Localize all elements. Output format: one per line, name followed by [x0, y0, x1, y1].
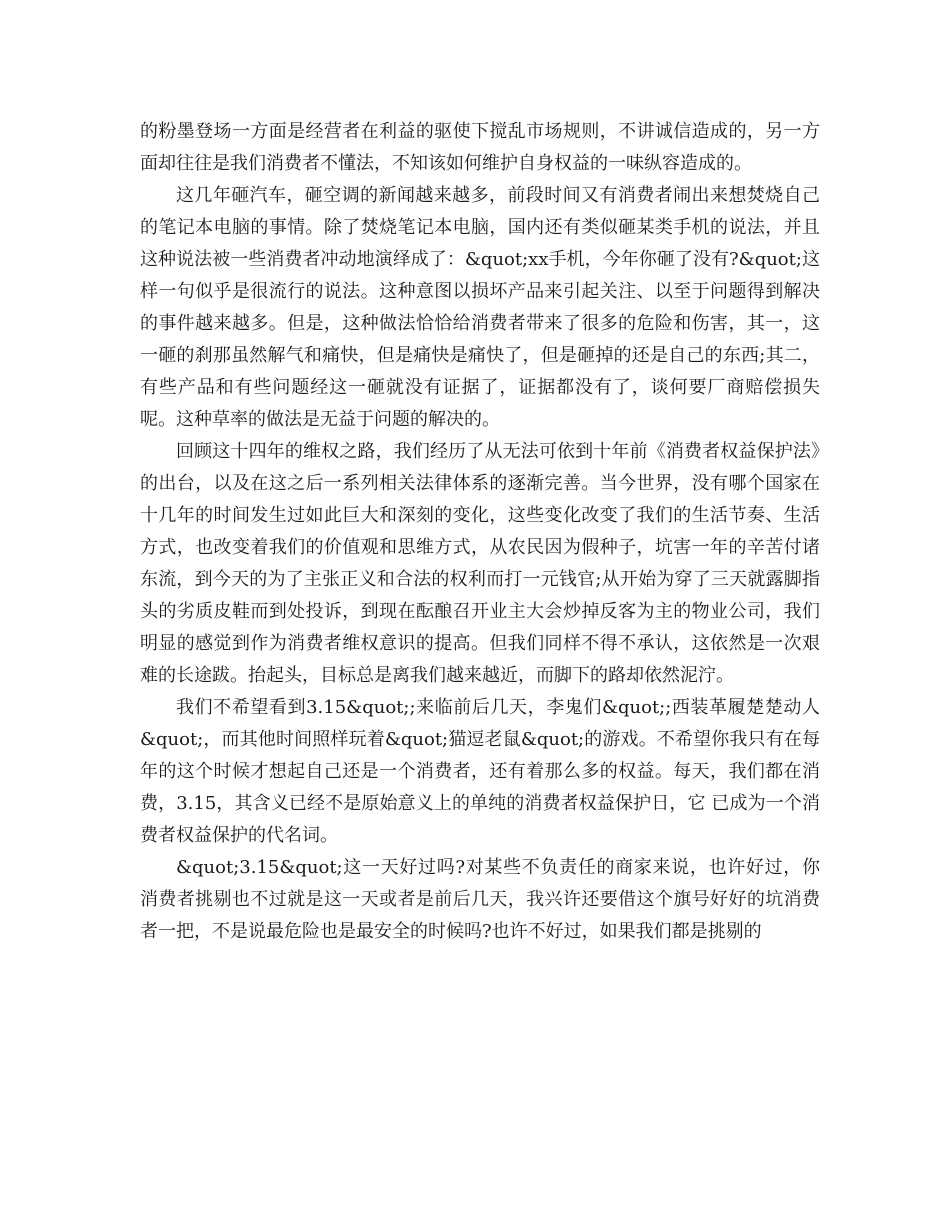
paragraph-smashing-products: 这几年砸汽车，砸空调的新闻越来越多，前段时间又有消费者闹出来想焚烧自己的笔记本电脑的事情。除了焚烧笔记本电脑，国内还有类似砸某类手机的说法，并且这种说法被一些消费者冲动地演绎成了：&quot;xx手机，今年你砸了没有?&quot;这样一句似乎是很流行的说法。这种意图以损坏产品来引起关注、以至于问题得到解决的事件越来越多。但是，这种做法恰恰给消费者带来了很多的危险和伤害，其一，这一砸的刹那虽然解气和痛快，但是痛快是痛快了，但是砸掉的还是自己的东西;其二，有些产品和有些问题经这一砸就没有证据了，证据都没有了，谈何要厂商赔偿损失呢。这种草率的做法是无益于问题的解决的。	[140, 185, 820, 430]
paragraph-continuation: 的粉墨登场一方面是经营者在利益的驱使下搅乱市场规则，不讲诚信造成的，另一方面却往往是我们消费者不懂法，不知该如何维护自身权益的一味纵容造成的。	[140, 121, 820, 174]
paragraph-315-day: &quot;3.15&quot;这一天好过吗?对某些不负责任的商家来说，也许好过，你消费者挑剔也不过就是这一天或者是前后几天，我兴许还要借这个旗号好好的坑消费者一把，不是说最危险也是最安全的时候吗?也许不好过，如果我们都是挑剔的	[140, 857, 820, 942]
paragraph-315-hope: 我们不希望看到3.15&quot;;来临前后几天，李鬼们&quot;;西装革履楚楚动人&quot;，而其他时间照样玩着&quot;猫逗老鼠&quot;的游戏。不希望你我只有在每年的这个时候才想起自己还是一个消费者，还有着那么多的权益。每天，我们都在消费，3.15，其含义已经不是原始意义上的单纯的消费者权益保护日，它 已成为一个消费者权益保护的代名词。	[140, 697, 820, 846]
document-page	[140, 116, 820, 948]
paragraph-rights-review: 回顾这十四年的维权之路，我们经历了从无法可依到十年前《消费者权益保护法》的出台，以及在这之后一系列相关法律体系的逐渐完善。当今世界，没有哪个国家在十几年的时间发生过如此巨大和深刻的变化，这些变化改变了我们的生活节奏、生活方式，也改变着我们的价值观和思维方式，从农民因为假种子，坑害一年的辛苦付诸东流，到今天的为了主张正义和合法的权利而打一元钱官;从开始为穿了三天就露脚指头的劣质皮鞋而到处投诉，到现在酝酿召开业主大会炒掉反客为主的物业公司，我们明显的感觉到作为消费者维权意识的提高。但我们同样不得不承认，这依然是一次艰难的长途跋。抬起头，目标总是离我们越来越近，而脚下的路却依然泥泞。	[140, 441, 820, 686]
